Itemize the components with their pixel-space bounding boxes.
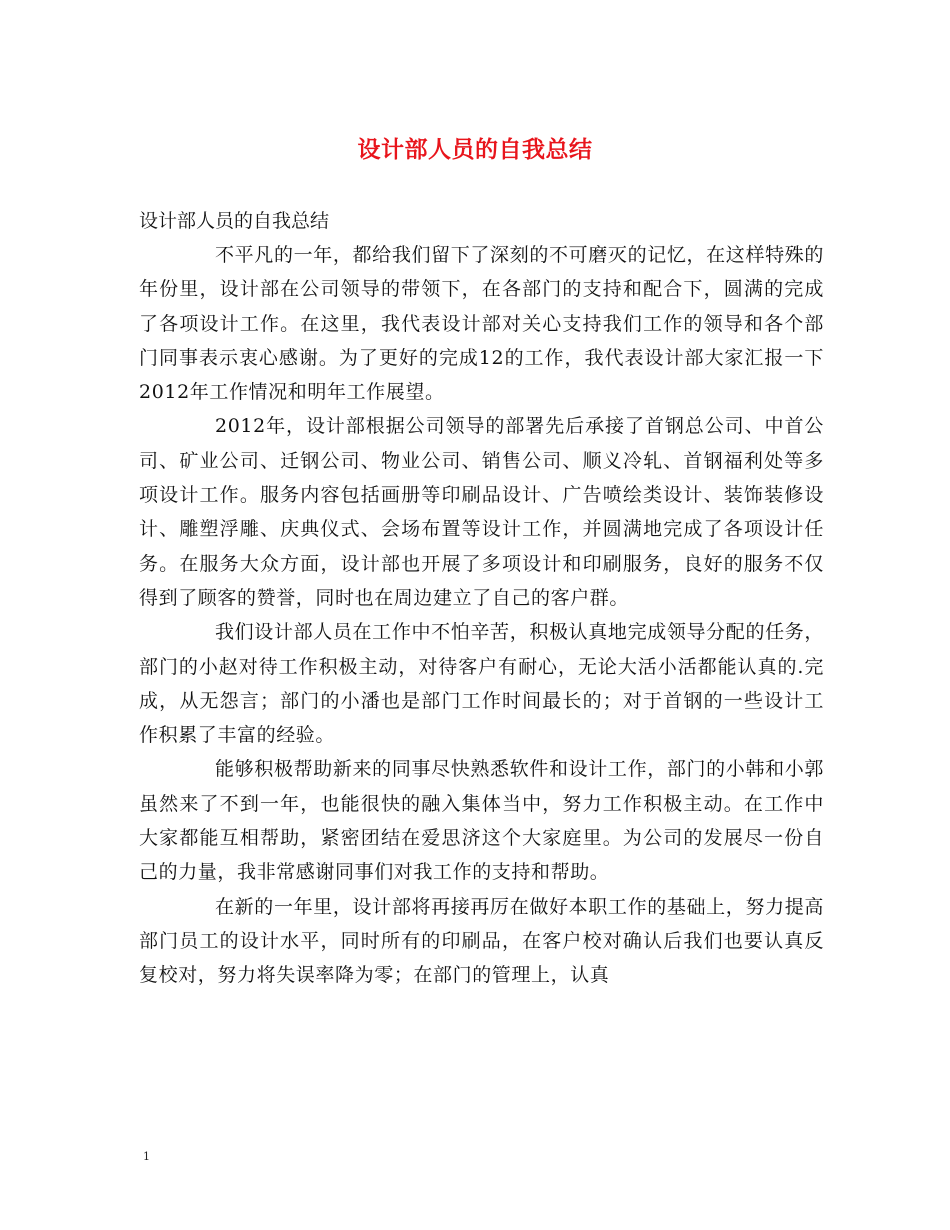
document-title: 设计部人员的自我总结 xyxy=(357,136,593,163)
paragraph-2: 2012年，设计部根据公司领导的部署先后承接了首钢总公司、中首公司、矿业公司、迁钢公司、物业公司、销售公司、顺义冷轧、首钢福利处等多项设计工作。服务内容包括画册等印刷品设计、广告喷绘类设计、装饰装修设计、雕塑浮雕、庆典仪式、会场布置等设计工作，并圆满地完成了各项设计任务。在服务大众方面，设计部也开展了多项设计和印刷服务，良好的服务不仅得到了顾客的赞誉，同时也在周边建立了自己的客户群。 xyxy=(139,415,824,609)
paragraph-5: 在新的一年里，设计部将再接再厉在做好本职工作的基础上，努力提高部门员工的设计水平，同时所有的印刷品，在客户校对确认后我们也要认真反复校对，努力将失误率降为零；在部门的管理上，认真 xyxy=(139,895,824,987)
document-body xyxy=(139,204,824,993)
document-subtitle: 设计部人员的自我总结 xyxy=(139,210,330,232)
paragraph-3: 我们设计部人员在工作中不怕辛苦，积极认真地完成领导分配的任务，部门的小赵对待工作积极主动，对待客户有耐心，无论大活小活都能认真的.完成，从无怨言；部门的小潘也是部门工作时间最长的；对于首钢的一些设计工作积累了丰富的经验。 xyxy=(139,621,824,747)
page-number: 1 xyxy=(143,1150,150,1163)
paragraph-1: 不平凡的一年，都给我们留下了深刻的不可磨灭的记忆，在这样特殊的年份里，设计部在公司领导的带领下，在各部门的支持和配合下，圆满的完成了各项设计工作。在这里，我代表设计部对关心支持我们工作的领导和各个部门同事表示衷心感谢。为了更好的完成12的工作，我代表设计部大家汇报一下2012年工作情况和明年工作展望。 xyxy=(139,244,824,404)
paragraph-4: 能够积极帮助新来的同事尽快熟悉软件和设计工作，部门的小韩和小郭虽然来了不到一年，也能很快的融入集体当中，努力工作积极主动。在工作中大家都能互相帮助，紧密团结在爱思济这个大家庭里。为公司的发展尽一份自己的力量，我非常感谢同事们对我工作的支持和帮助。 xyxy=(139,758,824,884)
